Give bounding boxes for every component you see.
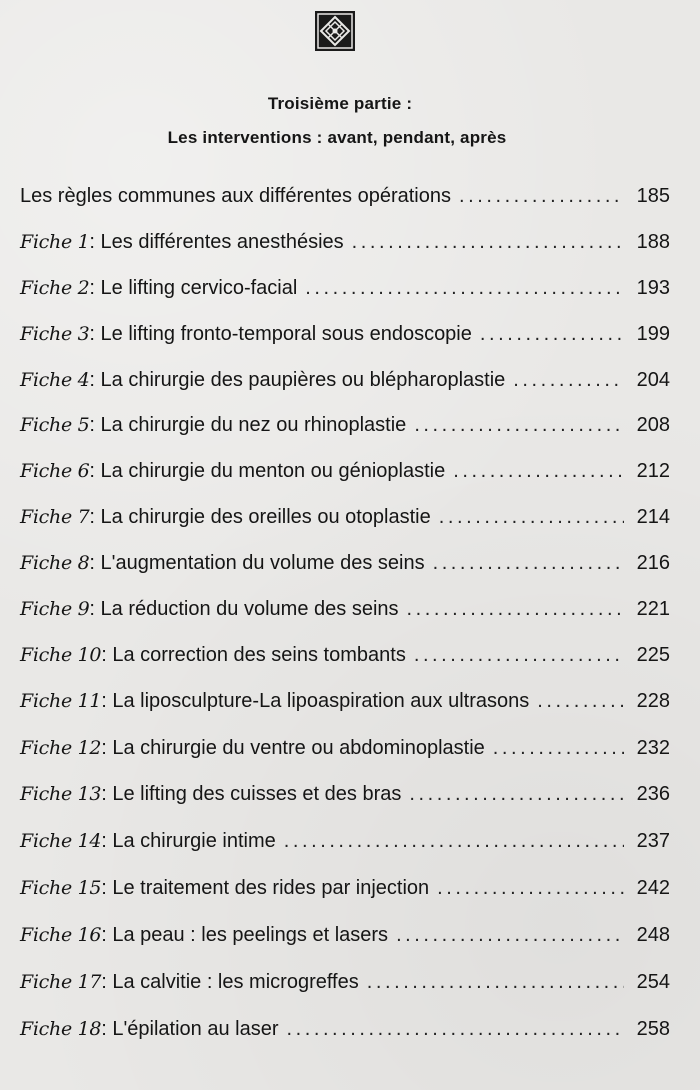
dot-leader xyxy=(396,924,624,947)
toc-page-number: 193 xyxy=(636,277,670,299)
toc-entry xyxy=(20,783,670,813)
toc-fiche-label: Fiche 2 xyxy=(20,277,90,299)
toc-fiche-label: Fiche 3 xyxy=(20,323,90,345)
toc-page-number: 254 xyxy=(636,971,670,993)
toc-page-number: 212 xyxy=(636,460,670,482)
toc-entry xyxy=(20,460,670,490)
dot-leader xyxy=(537,690,624,713)
toc-page-number: 248 xyxy=(636,924,670,946)
toc-page-number: 232 xyxy=(636,737,670,759)
toc-title-text: Les règles communes aux différentes opérations xyxy=(20,185,451,207)
toc-entry-title: Fiche 17: La calvitie : les microgreffes xyxy=(20,971,359,993)
toc-entry-title: Fiche 10: La correction des seins tombants xyxy=(20,644,406,666)
toc-entry-title: Fiche 2: Le lifting cervico-facial xyxy=(20,277,298,299)
toc-entry-title: Fiche 5: La chirurgie du nez ou rhinoplastie xyxy=(20,414,407,436)
toc-entry-title: Fiche 16: La peau : les peelings et lasers xyxy=(20,924,389,946)
dot-leader xyxy=(305,277,624,300)
toc-title-text: La chirurgie des oreilles ou otoplastie xyxy=(100,506,431,528)
toc-entry-title: Fiche 3: Le lifting fronto-temporal sous endoscopie xyxy=(20,323,472,345)
dot-leader xyxy=(493,737,624,760)
toc-entry-title: Fiche 15: Le traitement des rides par injection xyxy=(20,877,430,899)
toc-page-number: 216 xyxy=(636,552,670,574)
toc-title-text: Le lifting des cuisses et des bras xyxy=(112,783,402,805)
toc-page-number: 199 xyxy=(636,323,670,345)
toc-fiche-label: Fiche 1 xyxy=(20,231,90,253)
toc-fiche-label: Fiche 9 xyxy=(20,598,90,620)
toc-entry xyxy=(20,414,670,444)
dot-leader xyxy=(352,231,624,254)
dot-leader xyxy=(433,552,624,575)
toc-title-text: La réduction du volume des seins xyxy=(100,598,399,620)
dot-leader xyxy=(407,598,624,621)
toc-entry xyxy=(20,1018,670,1048)
toc-title-text: La calvitie : les microgreffes xyxy=(112,971,359,993)
toc-entry-title: Fiche 8: L'augmentation du volume des seins xyxy=(20,552,425,574)
toc-fiche-label: Fiche 6 xyxy=(20,460,90,482)
dot-leader xyxy=(439,506,624,529)
toc-entry xyxy=(20,369,670,399)
toc-title-text: Le lifting cervico-facial xyxy=(100,277,298,299)
toc-fiche-label: Fiche 12 xyxy=(20,737,102,759)
dot-leader xyxy=(409,783,624,806)
toc-page-number: 208 xyxy=(636,414,670,436)
toc-fiche-label: Fiche 18 xyxy=(20,1018,102,1040)
toc-title-text: La chirurgie du ventre ou abdominoplastie xyxy=(112,737,485,759)
toc-page-number: 236 xyxy=(636,783,670,805)
toc-entry-title xyxy=(20,185,451,208)
toc-entry xyxy=(20,552,670,582)
toc-fiche-label: Fiche 5 xyxy=(20,414,90,436)
toc-page-number: 185 xyxy=(636,185,670,207)
toc-entry xyxy=(20,644,670,674)
toc-entry-title: Fiche 13: Le lifting des cuisses et des bras xyxy=(20,783,402,805)
toc-entry-title: Fiche 18: L'épilation au laser xyxy=(20,1018,279,1040)
dot-leader xyxy=(414,644,624,667)
dot-leader xyxy=(453,460,624,483)
toc-fiche-label: Fiche 13 xyxy=(20,783,102,805)
toc-entry xyxy=(20,690,670,720)
toc-page-number: 242 xyxy=(636,877,670,899)
toc-fiche-label: Fiche 10 xyxy=(20,644,102,666)
toc-title-text: La chirurgie des paupières ou blépharoplastie xyxy=(100,369,506,391)
toc-page-number: 237 xyxy=(636,830,670,852)
toc-entry xyxy=(20,598,670,628)
toc-fiche-label: Fiche 16 xyxy=(20,924,102,946)
toc-entry-title: Fiche 14: La chirurgie intime xyxy=(20,830,276,852)
toc-title-text: La chirurgie du menton ou génioplastie xyxy=(100,460,446,482)
toc-title-text: La chirurgie du nez ou rhinoplastie xyxy=(100,414,407,436)
toc-entry-title: Fiche 6: La chirurgie du menton ou génioplastie xyxy=(20,460,446,482)
toc-entry xyxy=(20,277,670,307)
toc-title-text: La liposculpture-La lipoaspiration aux ultrasons xyxy=(112,690,530,712)
toc-entry-title: Fiche 11: La liposculpture-La lipoaspiration aux ultrasons xyxy=(20,690,530,712)
toc-title-text: La peau : les peelings et lasers xyxy=(112,924,389,946)
toc-title-text: La chirurgie intime xyxy=(112,830,276,852)
toc-page-number: 188 xyxy=(636,231,670,253)
toc-title-text: Le traitement des rides par injection xyxy=(112,877,430,899)
dot-leader xyxy=(513,369,624,392)
toc-title-text: La correction des seins tombants xyxy=(112,644,406,666)
toc-title-text: Les différentes anesthésies xyxy=(100,231,344,253)
toc-title-text: Le lifting fronto-temporal sous endoscopie xyxy=(100,323,472,345)
toc-entry xyxy=(20,971,670,1001)
toc-entry xyxy=(20,231,670,261)
toc-fiche-label: Fiche 15 xyxy=(20,877,102,899)
toc-entry-title: Fiche 9: La réduction du volume des seins xyxy=(20,598,399,620)
dot-leader xyxy=(414,414,624,437)
toc-entry xyxy=(20,830,670,860)
toc-page-number: 258 xyxy=(636,1018,670,1040)
part-label: Troisième partie : xyxy=(267,94,413,113)
part-title: Les interventions : avant, pendant, après xyxy=(167,128,507,147)
toc-page-number: 228 xyxy=(636,690,670,712)
toc-entry xyxy=(20,924,670,954)
toc-page-number: 214 xyxy=(636,506,670,528)
dot-leader xyxy=(367,971,624,994)
dot-leader xyxy=(284,830,624,853)
toc-entry-title: Fiche 7: La chirurgie des oreilles ou otoplastie xyxy=(20,506,431,528)
toc-entry-title: Fiche 1: Les différentes anesthésies xyxy=(20,231,344,253)
toc-fiche-label: Fiche 8 xyxy=(20,552,90,574)
toc-fiche-label: Fiche 11 xyxy=(20,690,102,712)
toc-fiche-label: Fiche 17 xyxy=(20,971,102,993)
toc-entry xyxy=(20,185,670,215)
toc-page-number: 204 xyxy=(636,369,670,391)
toc-entry xyxy=(20,737,670,767)
toc-page-number: 221 xyxy=(636,598,670,620)
toc-fiche-label: Fiche 14 xyxy=(20,830,102,852)
dot-leader xyxy=(480,323,624,346)
dot-leader xyxy=(437,877,624,900)
toc-title-text: L'épilation au laser xyxy=(112,1018,279,1040)
dot-leader xyxy=(459,185,624,208)
toc-entry xyxy=(20,323,670,353)
toc-title-text: L'augmentation du volume des seins xyxy=(100,552,425,574)
toc-entry-title: Fiche 12: La chirurgie du ventre ou abdominoplastie xyxy=(20,737,485,759)
toc-entry xyxy=(20,877,670,907)
toc-fiche-label: Fiche 7 xyxy=(20,506,90,528)
toc-page-number: 225 xyxy=(636,644,670,666)
toc-entry xyxy=(20,506,670,536)
dot-leader xyxy=(286,1018,624,1041)
toc-entry-title: Fiche 4: La chirurgie des paupières ou blépharoplastie xyxy=(20,369,506,391)
toc-fiche-label: Fiche 4 xyxy=(20,369,90,391)
